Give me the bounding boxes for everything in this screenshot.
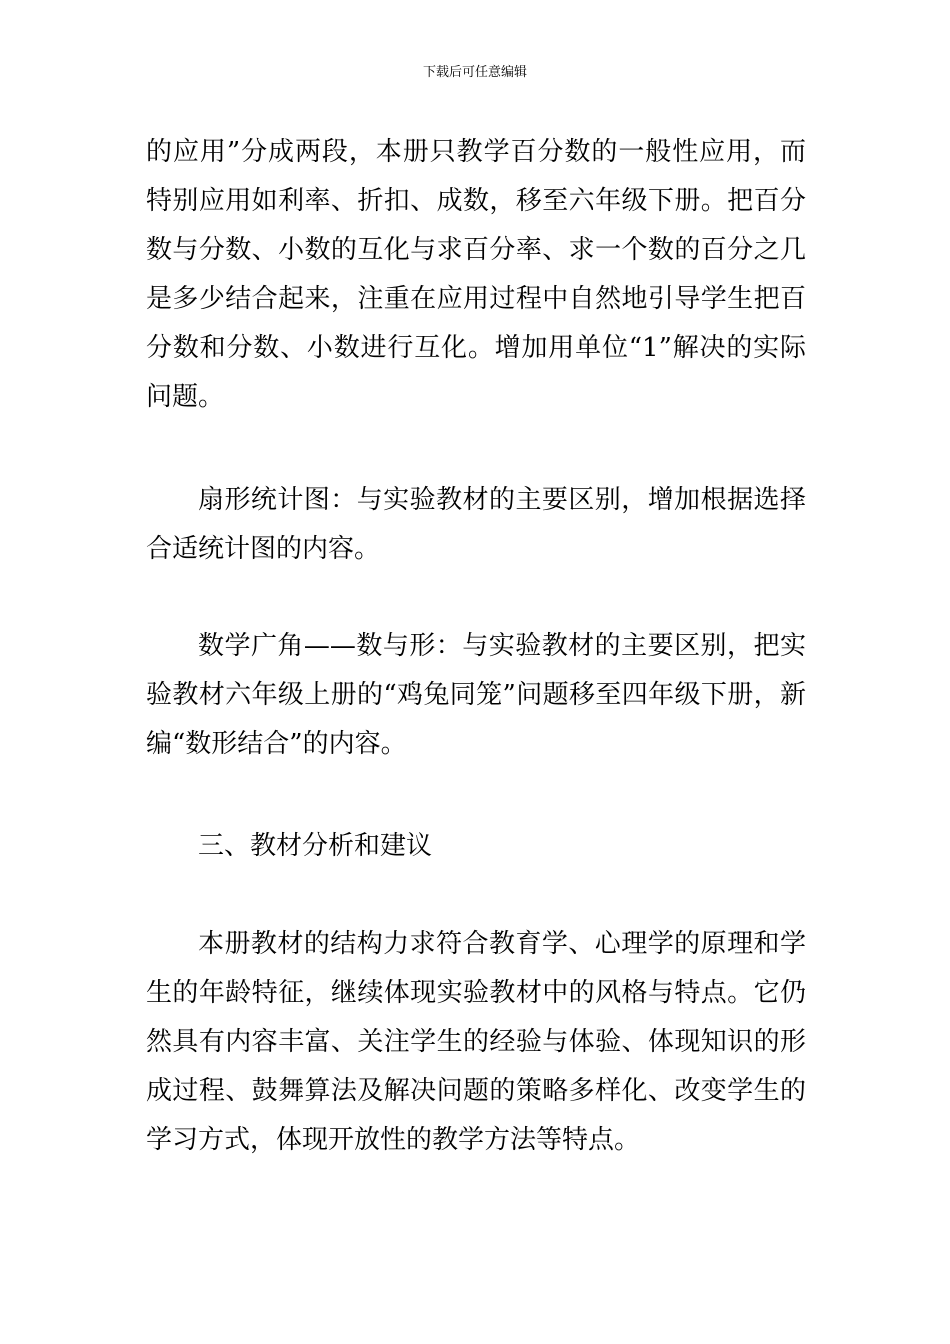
paragraph-pie-chart: 扇形统计图：与实验教材的主要区别，增加根据选择合适统计图的内容。 [146, 485, 806, 564]
paragraph-percent-application: 的应用”分成两段，本册只教学百分数的一般性应用，而特别应用如利率、折扣、成数，移至六年级下册。把百分数与分数、小数的互化与求百分率、求一个数的百分之几是多少结合起来，注重在应用过程中自然地引导学生把百分数和分数、小数进行互化。增加用单位“1”解决的实际问题。 [146, 137, 806, 412]
paragraph-math-corner: 数学广角——数与形：与实验教材的主要区别，把实验教材六年级上册的“鸡兔同笼”问题移至四年级下册，新编“数形结合”的内容。 [146, 631, 806, 759]
section-heading-analysis: 三、教材分析和建议 [198, 831, 433, 861]
paragraph-textbook-structure: 本册教材的结构力求符合教育学、心理学的原理和学生的年龄特征，继续体现实验教材中的风格与特点。它仍然具有内容丰富、关注学生的经验与体验、体现知识的形成过程、鼓舞算法及解决问题的策略多样化、改变学生的学习方式，体现开放性的教学方法等特点。 [146, 929, 806, 1155]
page-header: 下载后可任意编辑 [422, 65, 527, 80]
